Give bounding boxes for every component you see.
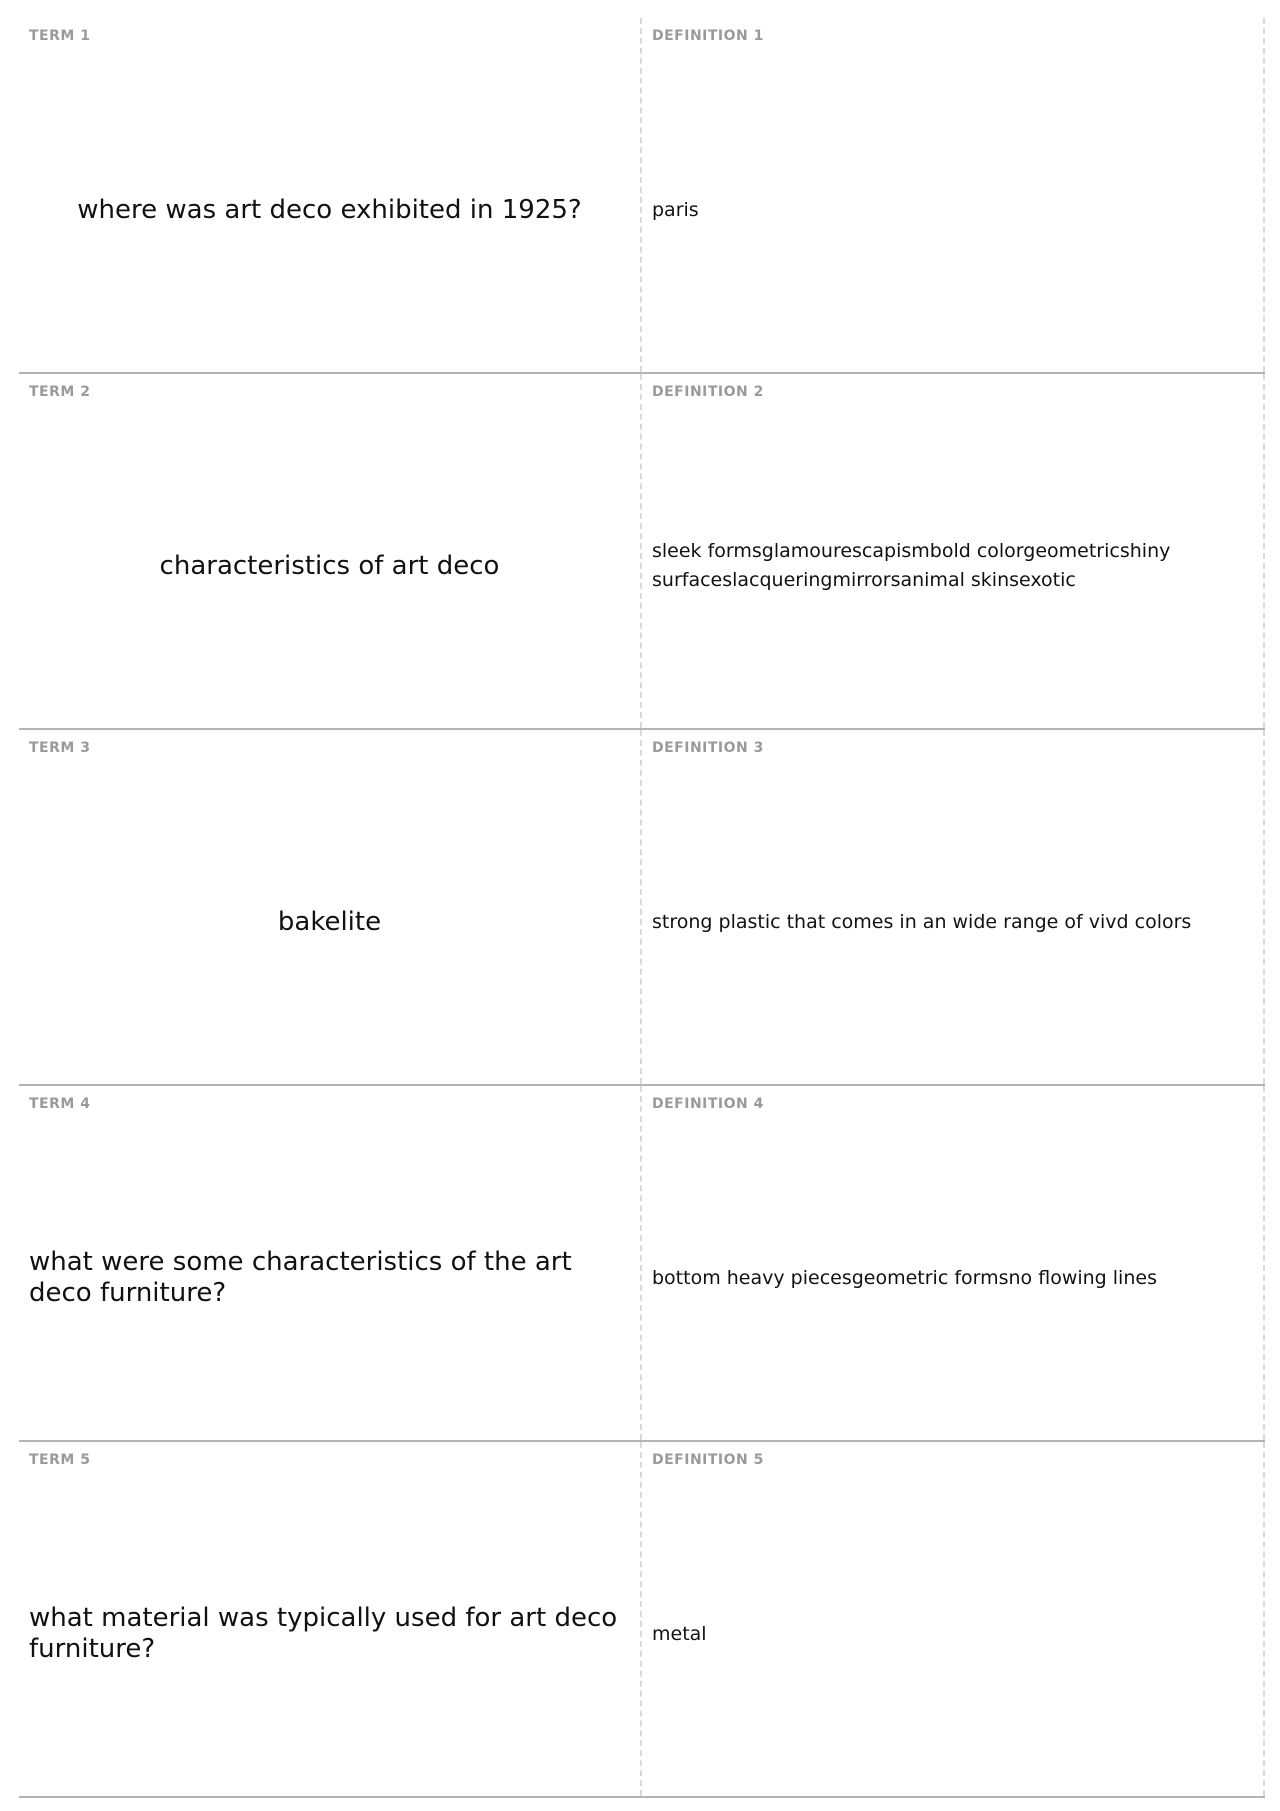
- definition-text-4: bottom heavy piecesgeometric formsno flowing lines: [652, 1266, 1157, 1289]
- flashcard-row-1: [19, 18, 1265, 374]
- term-cell-5: [19, 1442, 642, 1796]
- flashcard-row-3: [19, 730, 1265, 1086]
- term-text-3: bakelite: [277, 906, 382, 937]
- definition-text-5: metal: [652, 1622, 707, 1645]
- term-label-4: TERM 4: [29, 1096, 91, 1112]
- term-label-5: TERM 5: [29, 1452, 91, 1468]
- term-label-2: TERM 2: [29, 384, 91, 400]
- term-cell-3: [19, 730, 642, 1084]
- term-cell-1: [19, 18, 642, 372]
- flashcard-row-5: [19, 1442, 1265, 1798]
- definition-label-1: DEFINITION 1: [652, 28, 764, 44]
- term-text-1: where was art deco exhibited in 1925?: [77, 194, 582, 225]
- term-text-2: characteristics of art deco: [159, 550, 500, 581]
- term-text-4: what were some characteristics of the art deco furniture?: [29, 1247, 572, 1308]
- definition-cell-3: [642, 730, 1265, 1084]
- definition-text-2: sleek formsglamourescapismbold colorgeometricshiny surfaceslacqueringmirrorsanimal skinsexotic: [652, 540, 1171, 591]
- flashcard-row-2: [19, 374, 1265, 730]
- definition-label-5: DEFINITION 5: [652, 1452, 764, 1468]
- definition-text-3: strong plastic that comes in an wide range of vivd colors: [652, 910, 1192, 933]
- definition-cell-4: [642, 1086, 1265, 1440]
- definition-cell-1: [642, 18, 1265, 372]
- definition-label-2: DEFINITION 2: [652, 384, 764, 400]
- term-label-3: TERM 3: [29, 740, 91, 756]
- term-label-1: TERM 1: [29, 28, 91, 44]
- definition-cell-2: [642, 374, 1265, 728]
- definition-text-1: paris: [652, 198, 699, 221]
- term-text-5: what material was typically used for art deco furniture?: [29, 1603, 618, 1664]
- term-cell-2: [19, 374, 642, 728]
- term-cell-4: [19, 1086, 642, 1440]
- flashcard-sheet: [19, 18, 1265, 1798]
- flashcard-row-4: [19, 1086, 1265, 1442]
- definition-label-4: DEFINITION 4: [652, 1096, 764, 1112]
- definition-cell-5: [642, 1442, 1265, 1796]
- definition-label-3: DEFINITION 3: [652, 740, 764, 756]
